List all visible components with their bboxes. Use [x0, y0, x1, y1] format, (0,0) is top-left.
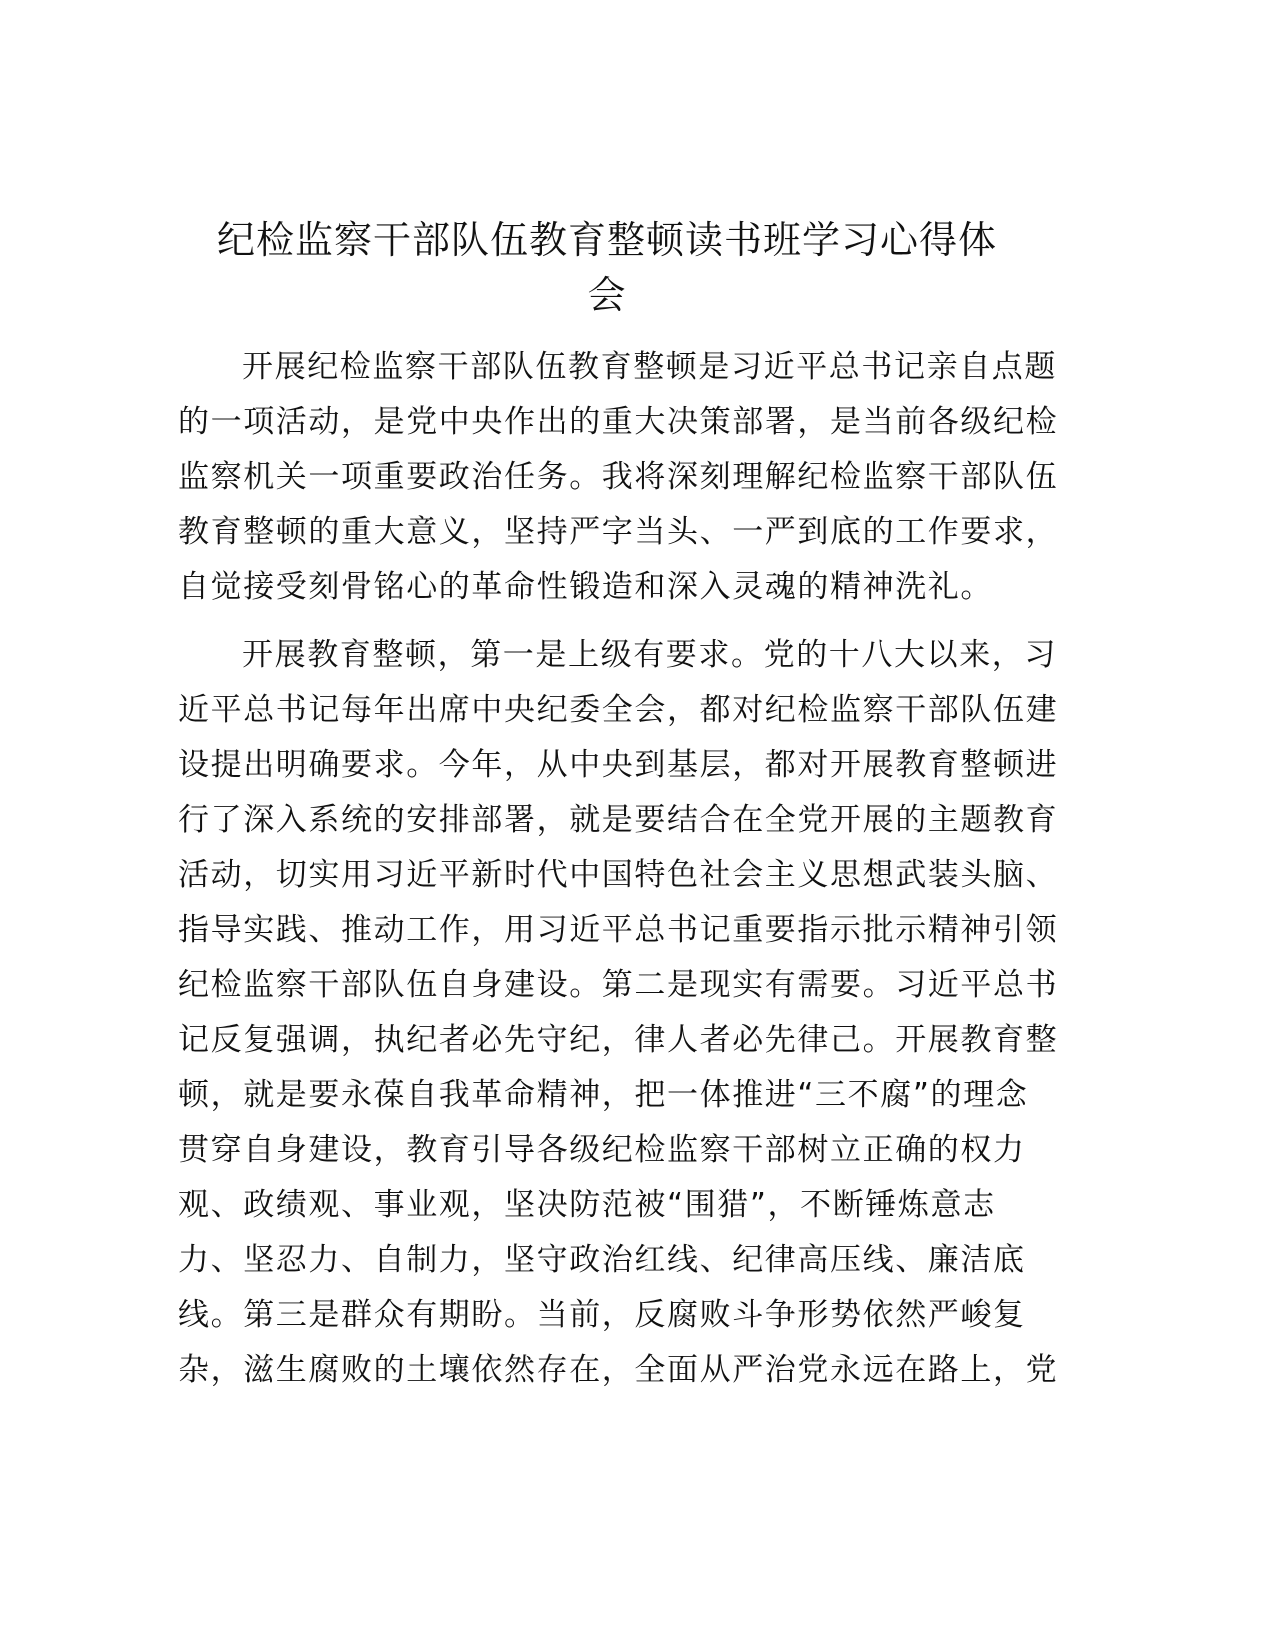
paragraph-line: 顿，就是要永葆自我革命精神，把一体推进“三不腐”的理念 [178, 1077, 1029, 1113]
document-title-line-2: 会 [587, 273, 627, 317]
paragraph-line: 的一项活动，是党中央作出的重大决策部署，是当前各级纪检 [178, 404, 1059, 440]
paragraph-line: 力、坚忍力、自制力，坚守政治红线、纪律高压线、廉洁底 [178, 1242, 1026, 1278]
paragraph-line: 线。第三是群众有期盼。当前，反腐败斗争形势依然严峻复 [178, 1297, 1026, 1333]
paragraph-line: 指导实践、推动工作，用习近平总书记重要指示批示精神引领 [178, 912, 1059, 948]
paragraph-line: 纪检监察干部队伍自身建设。第二是现实有需要。习近平总书 [178, 967, 1059, 1003]
paragraph-line: 活动，切实用习近平新时代中国特色社会主义思想武装头脑、 [178, 857, 1059, 893]
paragraph-line: 贯穿自身建设，教育引导各级纪检监察干部树立正确的权力 [178, 1132, 1026, 1168]
paragraph-line: 开展纪检监察干部队伍教育整顿是习近平总书记亲自点题 [242, 349, 1057, 385]
paragraph-line: 自觉接受刻骨铭心的革命性锻造和深入灵魂的精神洗礼。 [178, 569, 993, 605]
paragraph-line: 记反复强调，执纪者必先守纪，律人者必先律己。开展教育整 [178, 1022, 1059, 1058]
paragraph-line: 教育整顿的重大意义，坚持严字当头、一严到底的工作要求， [178, 514, 1059, 550]
paragraph-line: 近平总书记每年出席中央纪委全会，都对纪检监察干部队伍建 [178, 692, 1059, 728]
document-title-line-1: 纪检监察干部队伍教育整顿读书班学习心得体 [216, 218, 997, 262]
paragraph-line: 开展教育整顿，第一是上级有要求。党的十八大以来，习 [242, 637, 1057, 673]
paragraph-line: 行了深入系统的安排部署，就是要结合在全党开展的主题教育 [178, 802, 1059, 838]
paragraph-line: 监察机关一项重要政治任务。我将深刻理解纪检监察干部队伍 [178, 459, 1059, 495]
paragraph-line: 观、政绩观、事业观，坚决防范被“围猎”，不断锤炼意志 [178, 1187, 996, 1223]
paragraph-line: 设提出明确要求。今年，从中央到基层，都对开展教育整顿进 [178, 747, 1059, 783]
paragraph-line: 杂，滋生腐败的土壤依然存在，全面从严治党永远在路上，党 [178, 1352, 1059, 1388]
